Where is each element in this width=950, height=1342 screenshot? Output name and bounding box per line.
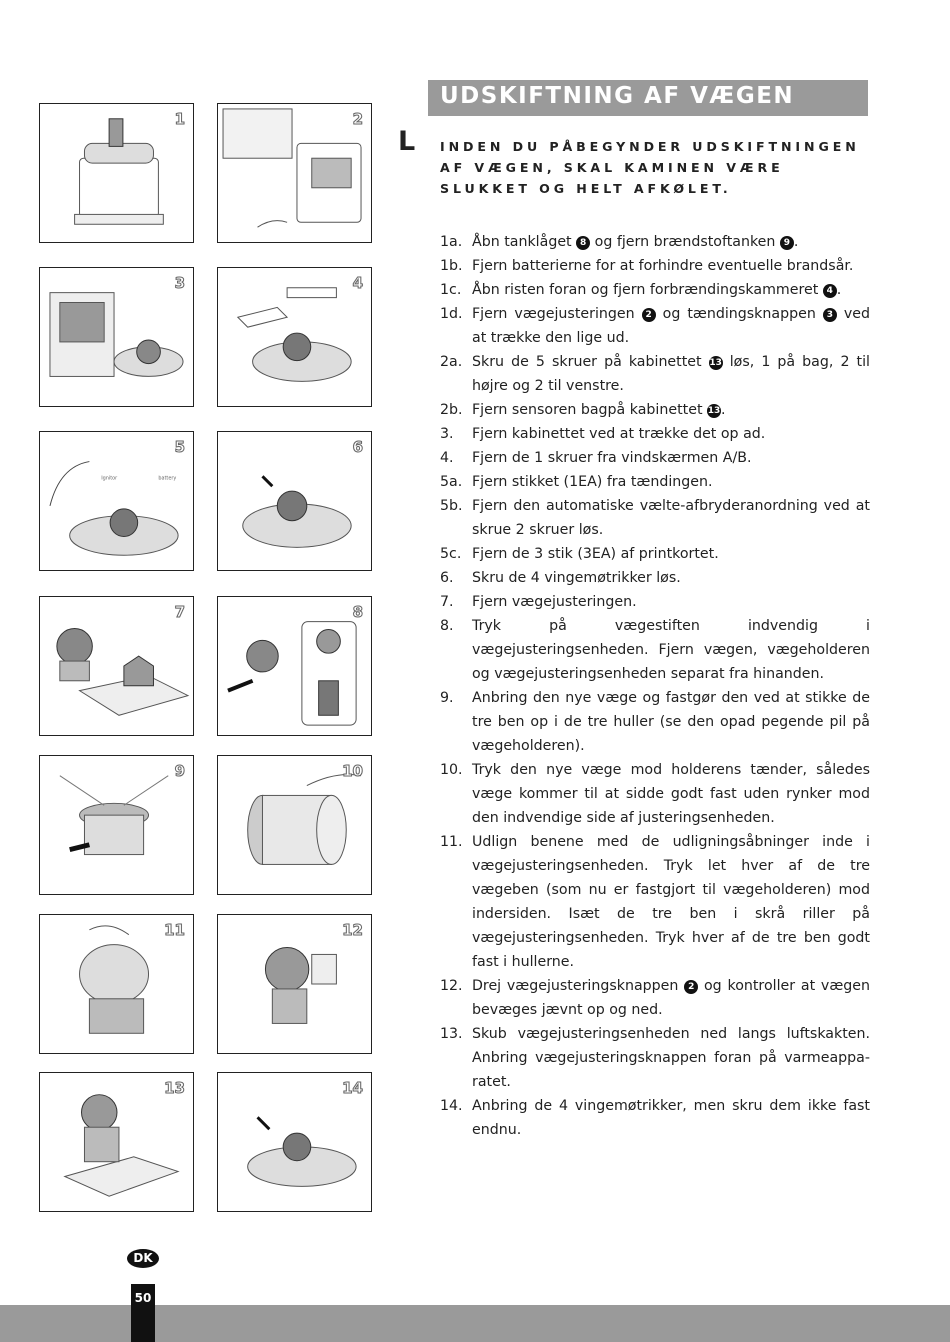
step-text: Fjern stikket (1EA) fra tændingen. [472, 474, 713, 490]
figure-number: 1 [174, 110, 185, 128]
instruction-step [440, 446, 870, 470]
step-text: Skru de 5 skruer på kabinettet 13 løs, 1 på bag, 2 til højre og 2 til venstre. [472, 354, 870, 394]
figure-13 [39, 1072, 194, 1212]
figure-number: 14 [342, 1079, 363, 1097]
instruction-list [440, 230, 870, 1142]
part-number-badge: 2 [684, 980, 698, 994]
step-text: Fjern den automatiske vælte-afbryderanordning ved at skrue 2 skruer løs. [472, 498, 870, 538]
step-number: 1b. [440, 258, 463, 274]
step-text: Fjern vægejusteringen 2 og tændingsknappen 3 ved at trække den lige ud. [472, 306, 870, 346]
figure-9 [39, 755, 194, 895]
figure-illustration [40, 597, 193, 735]
step-number: 4. [440, 450, 454, 466]
step-number: 5a. [440, 474, 463, 490]
instruction-step [440, 254, 870, 278]
language-badge: DK [127, 1249, 159, 1268]
instruction-step [440, 1022, 870, 1094]
figure-7 [39, 596, 194, 736]
instruction-step [440, 278, 870, 302]
instruction-step [440, 1094, 870, 1142]
step-number: 10. [440, 762, 463, 778]
step-text: Tryk på vægestiften indvendig i vægejusteringsenheden. Fjern vægen, vægeholderen og vægejusteringsenheden separat fra hinanden. [472, 618, 870, 682]
step-text: Fjern de 1 skruer fra vindskærmen A/B. [472, 450, 752, 466]
step-text: Tryk den nye væge mod holderens tænder, således væge kommer til at sidde godt fast uden rynker mod den indvendige side af justeringsenheden. [472, 762, 870, 826]
figure-number: 6 [352, 438, 363, 456]
figure-number: 4 [352, 274, 363, 292]
figure-illustration [218, 597, 371, 735]
figure-number: 10 [342, 762, 363, 780]
figure-number: 11 [164, 921, 185, 939]
instruction-step [440, 470, 870, 494]
step-number: 5c. [440, 546, 462, 562]
step-text: Skru de 4 vingemøtrikker løs. [472, 570, 681, 586]
figure-10 [217, 755, 372, 895]
figure-4 [217, 267, 372, 407]
step-text: Fjern kabinettet ved at trække det op ad. [472, 426, 766, 442]
step-number: 1c. [440, 282, 462, 298]
figure-illustration [40, 268, 193, 406]
instruction-step [440, 974, 870, 1022]
instruction-step [440, 398, 870, 422]
step-text: Skub vægejusteringsenheden ned langs luftskakten. Anbring vægejusteringsknappen foran på varmeappa-ratet. [472, 1026, 870, 1090]
instruction-step [440, 686, 870, 758]
step-number: 14. [440, 1098, 463, 1114]
figure-5 [39, 431, 194, 571]
instruction-step [440, 494, 870, 542]
section-title-bar [428, 80, 868, 116]
figure-number: 7 [174, 603, 185, 621]
svg-text:Ignitor: Ignitor [101, 475, 118, 482]
step-text: Anbring den nye væge og fastgør den ved at stikke de tre ben op i de tre huller (se den opad pegende pil på vægeholderen). [472, 690, 870, 754]
step-text: Fjern vægejusteringen. [472, 594, 637, 610]
instruction-step [440, 422, 870, 446]
step-number: 3. [440, 426, 454, 442]
instruction-step [440, 758, 870, 830]
step-number: 2a. [440, 354, 463, 370]
step-number: 9. [440, 690, 454, 706]
step-text: Fjern de 3 stik (3EA) af printkortet. [472, 546, 719, 562]
step-text: Drej vægejusteringsknappen 2 og kontroller at vægen bevæges jævnt op og ned. [472, 978, 870, 1018]
step-text: Anbring de 4 vingemøtrikker, men skru dem ikke fast endnu. [472, 1098, 870, 1138]
step-number: 12. [440, 978, 463, 994]
figure-number: 3 [174, 274, 185, 292]
instruction-step [440, 590, 870, 614]
figure-illustration [218, 432, 371, 570]
step-number: 1a. [440, 234, 463, 250]
figure-11 [39, 914, 194, 1054]
part-number-badge: 13 [707, 406, 721, 416]
instruction-step [440, 542, 870, 566]
part-number-badge: 9 [780, 236, 794, 250]
step-number: 5b. [440, 498, 463, 514]
step-number: 13. [440, 1026, 463, 1042]
figure-6 [217, 431, 372, 571]
instruction-step [440, 230, 870, 254]
figure-12 [217, 914, 372, 1054]
section-title: UDSKIFTNING AF VÆGEN [440, 83, 795, 109]
part-number-badge: 8 [576, 236, 590, 250]
step-number: 6. [440, 570, 454, 586]
part-number-badge: 13 [709, 358, 722, 368]
figure-2 [217, 103, 372, 243]
instruction-step [440, 614, 870, 686]
step-number: 11. [440, 834, 463, 850]
step-text: Åbn risten foran og fjern forbrændingskammeret 4 . [472, 282, 842, 298]
instruction-step [440, 302, 870, 350]
instruction-step [440, 830, 870, 974]
instruction-step [440, 566, 870, 590]
step-text: Åbn tanklåget 8 og fjern brændstoftanken 9 . [472, 234, 799, 250]
svg-text:battery: battery [158, 475, 177, 482]
figure-illustration [218, 268, 371, 406]
step-number: 8. [440, 618, 454, 634]
step-number: 1d. [440, 306, 463, 322]
step-number: 2b. [440, 402, 463, 418]
figure-illustration [40, 104, 193, 242]
part-number-badge: 2 [642, 308, 656, 322]
figure-14 [217, 1072, 372, 1212]
figure-3 [39, 267, 194, 407]
instruction-step [440, 350, 870, 398]
figure-illustration [40, 756, 193, 894]
step-text: Fjern batterierne for at forhindre eventuelle brandsår. [472, 258, 854, 274]
figure-number: 2 [352, 110, 363, 128]
page-number: 50 [134, 1291, 152, 1305]
figure-number: 13 [164, 1079, 185, 1097]
step-text: Fjern sensoren bagpå kabinettet 13. [472, 402, 726, 418]
figure-number: 5 [174, 438, 185, 456]
part-number-badge: 3 [823, 308, 837, 322]
warning-marker: L [398, 126, 416, 157]
figure-number: 8 [352, 603, 363, 621]
figure-number: 12 [342, 921, 363, 939]
figure-illustration [40, 432, 193, 570]
figure-illustration [218, 104, 371, 242]
figure-1 [39, 103, 194, 243]
figure-8 [217, 596, 372, 736]
figure-number: 9 [174, 762, 185, 780]
step-number: 7. [440, 594, 454, 610]
warning-text: INDEN DU PÅBEGYNDER UDSKIFTNINGEN AF VÆGEN, SKAL KAMINEN VÆRE SLUKKET OG HELT AFKØLET. [440, 139, 860, 196]
part-number-badge: 4 [823, 284, 837, 298]
step-text: Udlign benene med de udligningsåbninger inde i vægejusteringsenheden. Tryk let hver af de tre vægeben (som nu er fastgjort til vægeholderen) mod indersiden. Isæt de tre ben i skrå riller på vægejusteringsenheden. Tryk hver af de tre ben godt fast i hullerne. [472, 834, 870, 970]
